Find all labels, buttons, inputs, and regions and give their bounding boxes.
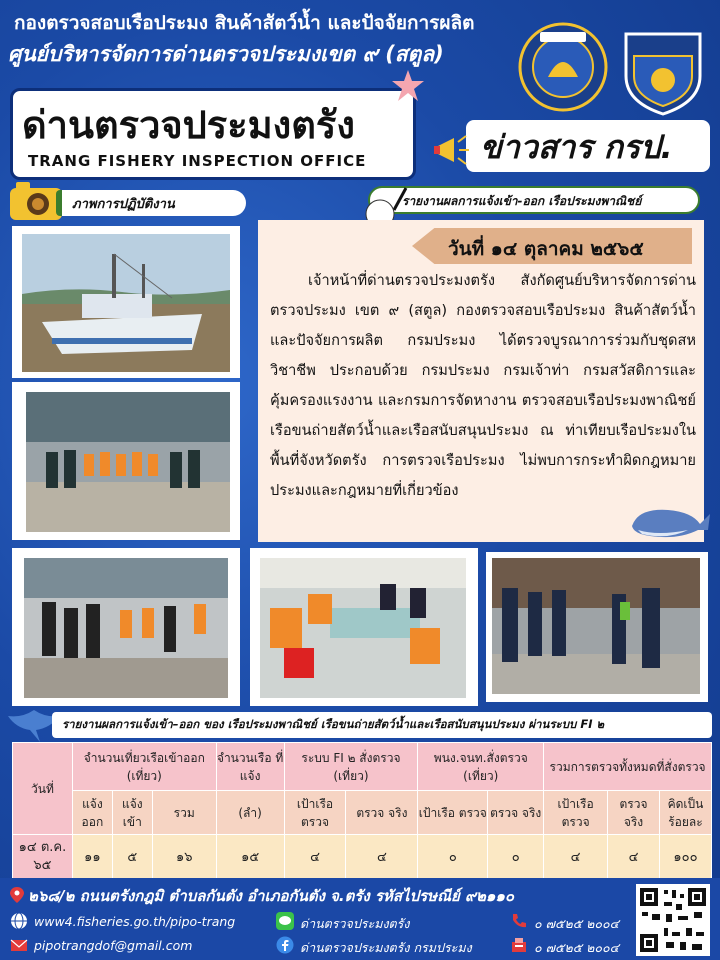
table-cell: ๔ bbox=[346, 835, 418, 879]
table-cell: ๑๐๐ bbox=[659, 835, 711, 879]
table-subheader-row bbox=[13, 791, 712, 835]
group-trips-header: จำนวนเที่ยวเรือเข้าออก (เที่ยว) bbox=[72, 743, 216, 791]
report-label: รายงานผลการแจ้งเข้า-ออก เรือประมงพาณิชย์ bbox=[402, 194, 642, 208]
subheader: แจ้ง ออก bbox=[72, 791, 112, 835]
subheader: ตรวจ จริง bbox=[346, 791, 418, 835]
boat-deck-inspection-photo bbox=[24, 558, 228, 698]
news-label: ข่าวสาร กรป. bbox=[480, 128, 673, 166]
org-line-2: ศูนย์บริหารจัดการด่านตรวจประมงเขต ๙ (สตูล) bbox=[8, 42, 444, 66]
article-body: เจ้าหน้าที่ด่านตรวจประมงตรัง สังกัดศูนย์บริหารจัดการด่านตรวจประมง เขต ๙ (สตูล) กองตรวจสอบเรือประมง สินค้าสัตว์น้ำ และปัจจัยการผลิต กรมประมง ได้ตรวจบูรณาการร่วมกับชุดสหวิชาชีพ ประกอบด้วย กรมประมง กรมเจ้าท่า กรมสวัสดิการและคุ้มครองแรงงาน และกรมการจัดหางาน ตรวจสอบเรือประมงพาณิชย์ เรือขนถ่ายสัตว์น้ำและเรือสนับสนุนประมง ณ ท่าเทียบเรือประมงในพื้นที่จังหวัดตรัง การตรวจเรือประมง ไม่พบการกระทำผิดกฎหมายประมงและกฎหมายที่เกี่ยวข้อง bbox=[270, 272, 696, 499]
table-cell: ๐ bbox=[488, 835, 544, 879]
footer-facebook-page[interactable]: ด่านตรวจประมงตรัง กรมประมง bbox=[300, 940, 472, 955]
subheader: (ลำ) bbox=[216, 791, 284, 835]
group-boats-header: จำนวนเรือ ที่แจ้ง bbox=[216, 743, 284, 791]
starfish-icon bbox=[390, 68, 426, 104]
footer-address: ๒๖๘/๒ ถนนตรังกฎมิ ตำบลกันตัง อำเภอกันตัง จ.ตรัง รหัสไปรษณีย์ ๙๒๑๑๐ bbox=[28, 887, 515, 905]
group-officer-header: พนง.จนท.สั่งตรวจ (เที่ยว) bbox=[418, 743, 544, 791]
table-cell: ๔ bbox=[284, 835, 346, 879]
subheader: แจ้ง เข้า bbox=[112, 791, 152, 835]
table-header-row bbox=[13, 743, 712, 791]
fishing-boat-photo bbox=[22, 234, 230, 372]
subheader: เป้าเรือ ตรวจ bbox=[284, 791, 346, 835]
crew-document-check-photo bbox=[260, 558, 466, 698]
table-title: รายงานผลการแจ้งเข้า–ออก ของ เรือประมงพาณิชย์ เรือขนถ่ายสัตว์น้ำและเรือสนับสนุนประมง ผ่านระบบ FI ๒ bbox=[62, 717, 605, 731]
subheader: ตรวจ จริง bbox=[608, 791, 660, 835]
report-table bbox=[12, 742, 712, 879]
pier-briefing-photo bbox=[492, 558, 700, 694]
facebook-icon bbox=[276, 936, 294, 954]
table-cell: ๑๖ bbox=[152, 835, 216, 879]
table-cell: ๑๑ bbox=[72, 835, 112, 879]
col-date-header: วันที่ bbox=[13, 743, 73, 835]
table-cell: ๕ bbox=[112, 835, 152, 879]
footer-line-account[interactable]: ด่านตรวจประมงตรัง bbox=[300, 916, 410, 931]
page-title: ด่านตรวจประมงตรัง bbox=[22, 103, 355, 147]
group-total-header: รวมการตรวจทั้งหมดที่สั่งตรวจ bbox=[544, 743, 712, 791]
group-fi2-header: ระบบ FI ๒ สั่งตรวจ (เที่ยว) bbox=[284, 743, 418, 791]
email-icon bbox=[10, 936, 28, 954]
subheader: เป้าเรือ ตรวจ bbox=[418, 791, 488, 835]
fishery-inspection-logo bbox=[616, 26, 710, 116]
table-row bbox=[13, 835, 712, 879]
location-pin-icon bbox=[8, 886, 26, 904]
footer-phone: ๐ ๗๕๒๕ ๒๐๐๔ bbox=[534, 916, 620, 931]
footer-fax: ๐ ๗๕๒๕ ๒๐๐๔ bbox=[534, 940, 620, 955]
phone-icon bbox=[510, 912, 528, 930]
page-title-english: TRANG FISHERY INSPECTION OFFICE bbox=[28, 152, 367, 170]
article-date: วันที่ ๑๔ ตุลาคม ๒๕๖๕ bbox=[448, 238, 644, 260]
fax-icon bbox=[510, 936, 528, 954]
footer-website-link[interactable]: www4.fisheries.go.th/pipo-trang bbox=[34, 914, 236, 929]
table-cell: ๔ bbox=[608, 835, 660, 879]
subheader: คิดเป็น ร้อยละ bbox=[659, 791, 711, 835]
whale-icon bbox=[628, 500, 712, 542]
subheader: รวม bbox=[152, 791, 216, 835]
org-line-1: กองตรวจสอบเรือประมง สินค้าสัตว์น้ำ และปัจจัยการผลิต bbox=[14, 12, 475, 34]
row-date: ๑๔ ต.ค. ๖๕ bbox=[13, 835, 73, 879]
inspection-team-photo bbox=[26, 392, 230, 532]
qr-code bbox=[636, 884, 710, 956]
table-cell: ๔ bbox=[544, 835, 608, 879]
table-cell: ๑๕ bbox=[216, 835, 284, 879]
subheader: เป้าเรือ ตรวจ bbox=[544, 791, 608, 835]
globe-icon bbox=[10, 912, 28, 930]
department-of-fisheries-logo bbox=[518, 22, 608, 112]
table-cell: ๐ bbox=[418, 835, 488, 879]
footer-email-link[interactable]: pipotrangdof@gmail.com bbox=[34, 938, 193, 953]
operations-label: ภาพการปฏิบัติงาน bbox=[72, 197, 175, 212]
line-app-icon bbox=[276, 912, 294, 930]
megaphone-icon bbox=[432, 130, 472, 170]
subheader: ตรวจ จริง bbox=[488, 791, 544, 835]
